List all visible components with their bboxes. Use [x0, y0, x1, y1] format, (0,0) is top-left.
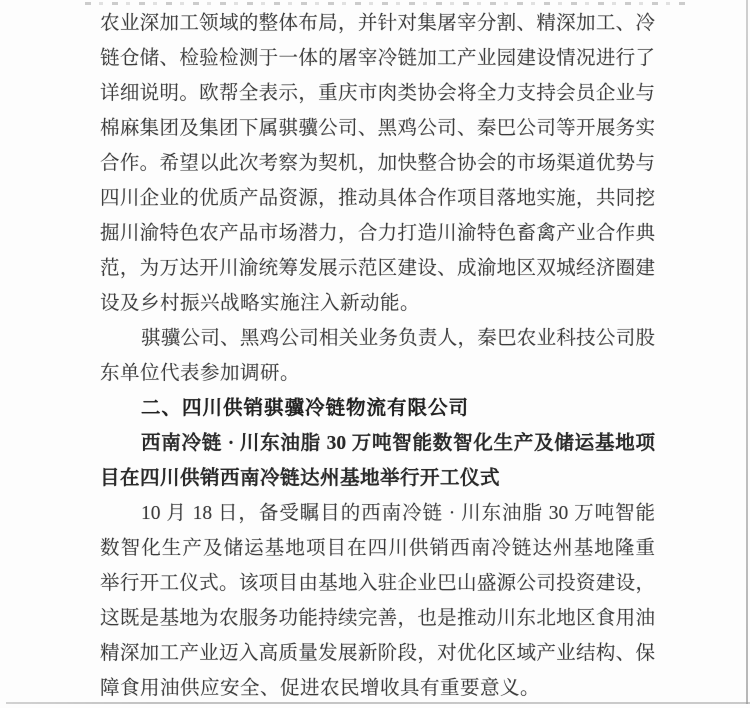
document-text-column: [100, 6, 655, 706]
document-line-18: 这既是基地为农服务功能持续完善，也是推动川东北地区食用油: [100, 608, 655, 629]
document-line-15: 10 月 18 日，备受瞩目的西南冷链 · 川东油脂 30 万吨智能: [141, 503, 655, 524]
scan-artifact-top-edge: [85, 2, 685, 5]
document-line-17: 举行开工仪式。该项目由基地入驻企业巴山盛源公司投资建设，: [100, 573, 655, 594]
document-line-14: 目在四川供销西南冷链达州基地举行开工仪式: [100, 468, 501, 489]
document-line-19: 精深加工产业迈入高质量发展新阶段，对优化区域产业结构、保: [100, 643, 655, 664]
document-line-2: 链仓储、检验检测于一体的屠宰冷链加工产业园建设情况进行了: [100, 48, 655, 69]
document-line-12: 二、四川供销骐骥冷链物流有限公司: [141, 397, 470, 419]
document-line-1: 农业深加工领域的整体布局，并针对集屠宰分割、精深加工、冷: [100, 13, 655, 34]
document-line-5: 合作。希望以此次考察为契机，加快整合协会的市场渠道优势与: [100, 153, 655, 174]
document-line-16: 数智化生产及储运基地项目在四川供销西南冷链达州基地隆重: [100, 538, 655, 559]
document-line-9: 设及乡村振兴战略实施注入新动能。: [100, 293, 421, 314]
document-line-13: 西南冷链 · 川东油脂 30 万吨智能数智化生产及储运基地项: [141, 433, 655, 454]
scan-artifact-right-edge: [746, 0, 748, 704]
document-line-3: 详细说明。欧帮全表示，重庆市肉类协会将全力支持会员企业与: [100, 83, 655, 104]
document-line-20: 障食用油供应安全、促进农民增收具有重要意义。: [100, 678, 541, 699]
document-line-10: 骐骥公司、黑鸡公司相关业务负责人，秦巴农业科技公司股: [141, 328, 655, 349]
document-line-6: 四川企业的优质产品资源，推动具体合作项目落地实施，共同挖: [100, 188, 655, 209]
document-line-4: 棉麻集团及集团下属骐骥公司、黑鸡公司、秦巴公司等开展务实: [100, 118, 655, 139]
document-line-8: 范，为万达开川渝统筹发展示范区建设、成渝地区双城经济圈建: [100, 258, 655, 279]
document-line-11: 东单位代表参加调研。: [100, 363, 301, 384]
document-line-7: 掘川渝特色农产品市场潜力，合力打造川渝特色畜禽产业合作典: [100, 223, 655, 244]
